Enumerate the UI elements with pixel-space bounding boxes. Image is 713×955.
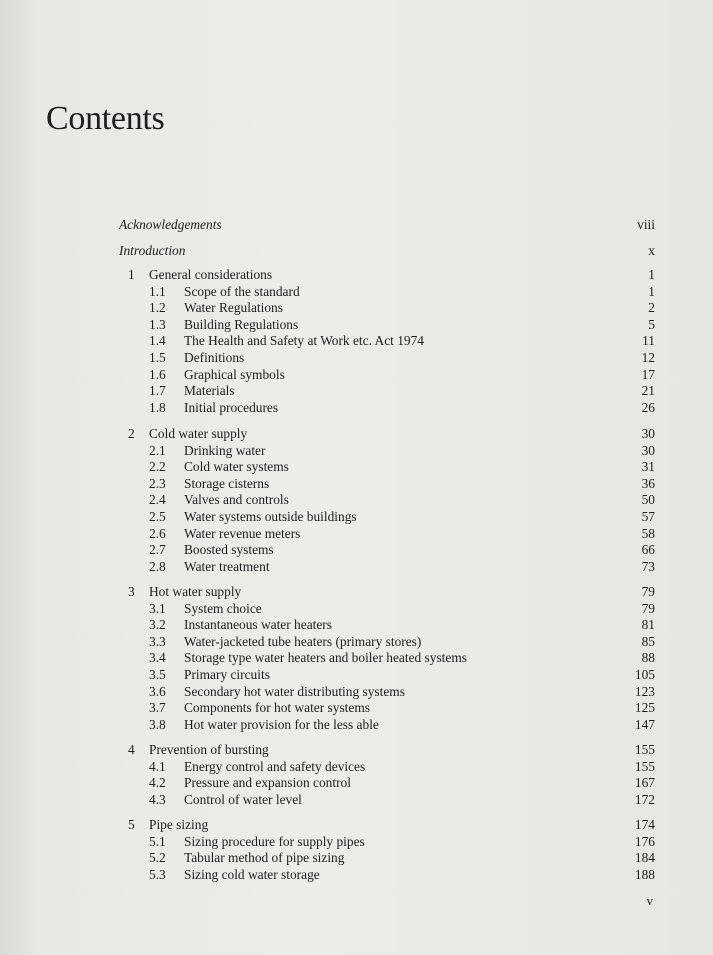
section-page-number: 147 xyxy=(634,717,655,732)
entry-page-number: x xyxy=(648,243,655,258)
section-number: 3.3 xyxy=(149,634,166,649)
toc-section-entry[interactable] xyxy=(0,442,713,459)
toc-chapter-entry[interactable] xyxy=(0,266,713,283)
toc-section-entry[interactable] xyxy=(0,366,713,383)
section-page-number: 50 xyxy=(641,492,655,507)
section-page-number: 79 xyxy=(641,601,655,616)
section-title: Materials xyxy=(184,383,235,398)
section-page-number: 1 xyxy=(648,284,655,299)
section-page-number: 167 xyxy=(634,775,655,790)
section-number: 5.2 xyxy=(149,850,166,865)
toc-section-entry[interactable] xyxy=(0,758,713,775)
section-number: 3.7 xyxy=(149,700,166,715)
section-title: Boosted systems xyxy=(184,542,274,557)
toc-chapter-entry[interactable] xyxy=(0,816,713,833)
toc-section-entry[interactable] xyxy=(0,833,713,850)
toc-section-entry[interactable] xyxy=(0,491,713,508)
section-number: 5.3 xyxy=(149,867,166,882)
section-title: Energy control and safety devices xyxy=(184,759,366,774)
section-page-number: 73 xyxy=(641,559,655,574)
section-page-number: 58 xyxy=(641,526,655,541)
section-page-number: 21 xyxy=(641,383,655,398)
chapter-number: 3 xyxy=(128,584,135,599)
section-page-number: 36 xyxy=(641,476,655,491)
section-page-number: 184 xyxy=(634,850,655,865)
section-number: 2.7 xyxy=(149,542,166,557)
toc-section-entry[interactable] xyxy=(0,866,713,883)
section-title: Instantaneous water heaters xyxy=(184,617,332,632)
section-page-number: 31 xyxy=(641,459,655,474)
toc-section-entry[interactable] xyxy=(0,633,713,650)
section-number: 3.2 xyxy=(149,617,166,632)
section-page-number: 123 xyxy=(634,684,655,699)
section-number: 1.5 xyxy=(149,350,166,365)
chapter-title: Hot water supply xyxy=(149,584,242,599)
section-title: The Health and Safety at Work etc. Act 1974 xyxy=(184,333,425,348)
chapter-title: Prevention of bursting xyxy=(149,742,269,757)
toc-section-entry[interactable] xyxy=(0,558,713,575)
toc-section-entry[interactable] xyxy=(0,332,713,349)
chapter-number: 4 xyxy=(128,742,135,757)
section-number: 1.1 xyxy=(149,284,166,299)
toc-chapter-entry[interactable] xyxy=(0,741,713,758)
section-number: 5.1 xyxy=(149,834,166,849)
chapter-title: Pipe sizing xyxy=(149,817,209,832)
section-title: Storage type water heaters and boiler heated systems xyxy=(184,650,467,665)
toc-section-entry[interactable] xyxy=(0,616,713,633)
section-number: 2.8 xyxy=(149,559,166,574)
section-number: 2.3 xyxy=(149,476,166,491)
section-title: Control of water level xyxy=(184,792,302,807)
toc-section-entry[interactable] xyxy=(0,774,713,791)
toc-section-entry[interactable] xyxy=(0,541,713,558)
section-title: Sizing cold water storage xyxy=(184,867,320,882)
toc-front-matter-entry[interactable] xyxy=(0,242,713,259)
section-page-number: 172 xyxy=(634,792,655,807)
toc-section-entry[interactable] xyxy=(0,649,713,666)
section-number: 4.1 xyxy=(149,759,166,774)
section-title: Water revenue meters xyxy=(184,526,301,541)
section-title: Drinking water xyxy=(184,443,266,458)
section-number: 4.2 xyxy=(149,775,166,790)
toc-section-entry[interactable] xyxy=(0,283,713,300)
chapter-title: General considerations xyxy=(149,267,273,282)
section-number: 3.6 xyxy=(149,684,166,699)
section-number: 1.7 xyxy=(149,383,166,398)
section-title: Sizing procedure for supply pipes xyxy=(184,834,365,849)
toc-section-entry[interactable] xyxy=(0,299,713,316)
section-number: 3.1 xyxy=(149,601,166,616)
section-number: 1.8 xyxy=(149,400,166,415)
section-number: 1.6 xyxy=(149,367,166,382)
section-number: 2.1 xyxy=(149,443,166,458)
toc-section-entry[interactable] xyxy=(0,508,713,525)
section-page-number: 188 xyxy=(634,867,655,882)
section-page-number: 17 xyxy=(641,367,655,382)
section-page-number: 155 xyxy=(634,759,655,774)
section-page-number: 57 xyxy=(641,509,655,524)
toc-section-entry[interactable] xyxy=(0,316,713,333)
page-title: Contents xyxy=(46,100,165,137)
section-title: Scope of the standard xyxy=(184,284,300,299)
section-title: Water-jacketed tube heaters (primary stores) xyxy=(184,634,422,649)
toc-section-entry[interactable] xyxy=(0,349,713,366)
section-number: 3.4 xyxy=(149,650,166,665)
chapter-title: Cold water supply xyxy=(149,426,248,441)
section-number: 4.3 xyxy=(149,792,166,807)
section-page-number: 12 xyxy=(641,350,655,365)
section-title: Building Regulations xyxy=(184,317,299,332)
section-page-number: 85 xyxy=(641,634,655,649)
section-page-number: 81 xyxy=(641,617,655,632)
section-title: Pressure and expansion control xyxy=(184,775,351,790)
section-number: 3.8 xyxy=(149,717,166,732)
section-title: Definitions xyxy=(184,350,245,365)
toc-section-entry[interactable] xyxy=(0,699,713,716)
section-title: Cold water systems xyxy=(184,459,289,474)
entry-title: Introduction xyxy=(119,243,186,258)
toc-front-matter-entry[interactable] xyxy=(0,216,713,233)
section-title: Secondary hot water distributing systems xyxy=(184,684,405,699)
section-title: Water systems outside buildings xyxy=(184,509,357,524)
toc-section-entry[interactable] xyxy=(0,600,713,617)
chapter-number: 5 xyxy=(128,817,135,832)
section-title: Initial procedures xyxy=(184,400,279,415)
section-page-number: 2 xyxy=(648,300,655,315)
section-number: 2.4 xyxy=(149,492,166,507)
chapter-page-number: 155 xyxy=(634,742,655,757)
section-page-number: 176 xyxy=(634,834,655,849)
toc-section-entry[interactable] xyxy=(0,791,713,808)
section-page-number: 5 xyxy=(648,317,655,332)
toc-section-entry[interactable] xyxy=(0,849,713,866)
section-number: 2.6 xyxy=(149,526,166,541)
chapter-page-number: 174 xyxy=(634,817,655,832)
section-number: 2.5 xyxy=(149,509,166,524)
section-page-number: 66 xyxy=(641,542,655,557)
toc-section-entry[interactable] xyxy=(0,458,713,475)
section-title: System choice xyxy=(184,601,262,616)
section-title: Graphical symbols xyxy=(184,367,285,382)
section-page-number: 11 xyxy=(642,333,655,348)
toc-section-entry[interactable] xyxy=(0,666,713,683)
chapter-number: 2 xyxy=(128,426,135,441)
section-title: Components for hot water systems xyxy=(184,700,370,715)
toc-section-entry[interactable] xyxy=(0,525,713,542)
section-number: 1.3 xyxy=(149,317,166,332)
entry-page-number: viii xyxy=(637,217,655,232)
section-number: 1.2 xyxy=(149,300,166,315)
chapter-page-number: 30 xyxy=(641,426,655,441)
entry-title: Acknowledgements xyxy=(119,217,222,232)
toc-section-entry[interactable] xyxy=(0,683,713,700)
toc-chapter-entry[interactable] xyxy=(0,425,713,442)
toc-chapter-entry[interactable] xyxy=(0,583,713,600)
toc-section-entry[interactable] xyxy=(0,716,713,733)
section-title: Water treatment xyxy=(184,559,270,574)
section-title: Water Regulations xyxy=(184,300,283,315)
section-number: 1.4 xyxy=(149,333,166,348)
chapter-page-number: 79 xyxy=(641,584,655,599)
toc-section-entry[interactable] xyxy=(0,399,713,416)
section-number: 3.5 xyxy=(149,667,166,682)
chapter-number: 1 xyxy=(128,267,135,282)
section-page-number: 125 xyxy=(634,700,655,715)
section-page-number: 30 xyxy=(641,443,655,458)
toc-section-entry[interactable] xyxy=(0,382,713,399)
section-number: 2.2 xyxy=(149,459,166,474)
section-page-number: 105 xyxy=(634,667,655,682)
section-title: Valves and controls xyxy=(184,492,289,507)
section-title: Primary circuits xyxy=(184,667,270,682)
chapter-page-number: 1 xyxy=(648,267,655,282)
page-number: v xyxy=(646,893,653,908)
toc-section-entry[interactable] xyxy=(0,475,713,492)
section-page-number: 88 xyxy=(641,650,655,665)
section-title: Storage cisterns xyxy=(184,476,270,491)
section-title: Hot water provision for the less able xyxy=(184,717,379,732)
section-title: Tabular method of pipe sizing xyxy=(184,850,345,865)
section-page-number: 26 xyxy=(641,400,655,415)
